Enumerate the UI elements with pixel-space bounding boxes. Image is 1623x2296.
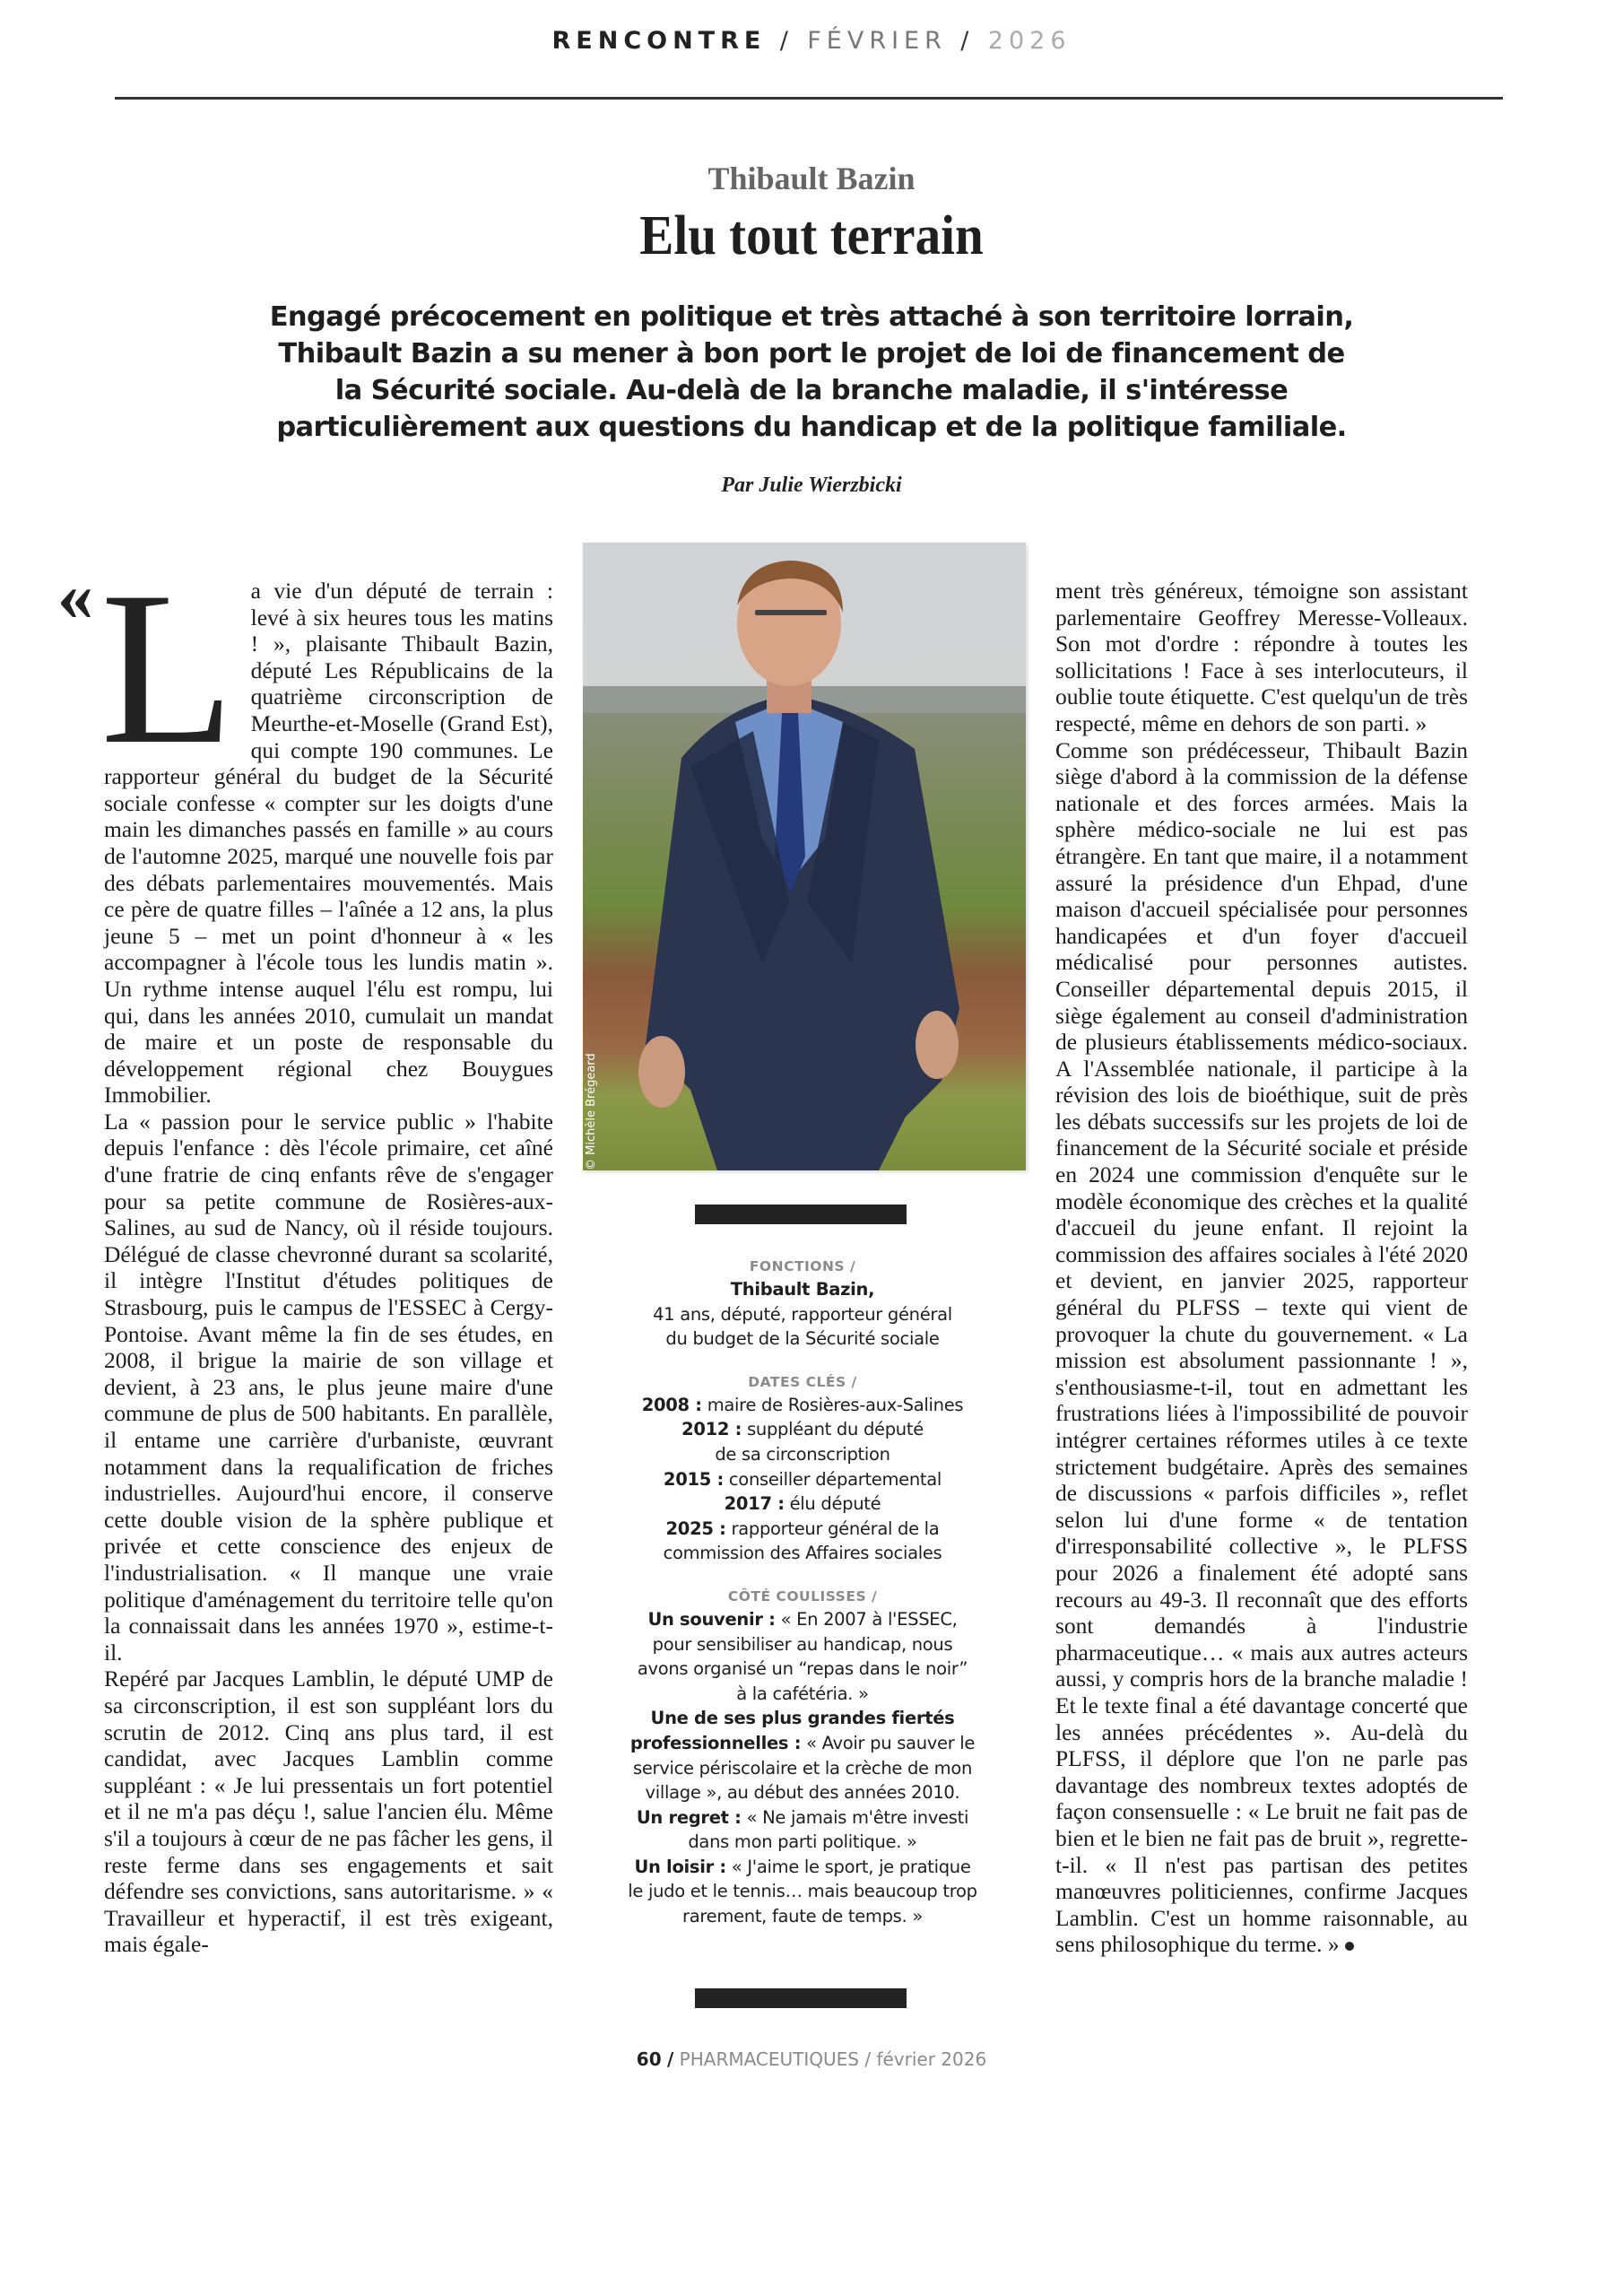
sidebar-top-bar xyxy=(695,1205,907,1224)
coulisses-text: à la cafétéria. » xyxy=(736,1683,869,1704)
subject-name: Thibault Bazin xyxy=(707,161,916,196)
date-entry xyxy=(592,1417,1013,1442)
standfirst: Engagé précocement en politique et très attaché à son territoire lorrain, Thibault Bazin a su mener à bon port le projet de loi de financement de la Sécurité sociale. Au-delà de la branche maladie, il s'intéresse particulièrement aux questions du handicap et de la politique familiale. xyxy=(269,301,1354,443)
paragraph: Repéré par Jacques Lamblin, le député UMP de sa circonscription, il est son suppléant lors du scrutin de 2012. Cinq ans plus tard, il est candidat, avec Jacques Lamblin comme suppléant : « Je lui pressentais un fort potentiel et il ne m'a pas déçu !, salue l'ancien élu. Même s'il a toujours à cœur de ne pas fâcher les gens, il reste ferme dans ses engagements et sait défendre ses convictions, sans autoritarisme. » « Travailleur et hyperactif, il est très exigeant, mais égale- xyxy=(104,1665,553,1958)
byline: Par Julie Wierzbicki xyxy=(721,474,902,497)
kicker-separator: / xyxy=(779,27,794,55)
date-year: 2008 : xyxy=(641,1394,702,1415)
article-column-left xyxy=(100,546,553,1958)
paragraph xyxy=(1055,737,1468,1958)
coulisses-text: pour sensibiliser au handicap, nous xyxy=(652,1633,953,1655)
page-footer xyxy=(0,2048,1623,2070)
date-text: rapporteur général de la xyxy=(731,1518,940,1539)
paragraph: La « passion pour le service public » l'habite depuis l'enfance : dès l'école primaire, cet aîné d'une fratrie de cinq enfants rêve de s'engager pour sa petite commune de Rosières-aux-Salines, au sud de Nancy, où il réside toujours. Délégué de classe chevronné durant sa scolarité, il intègre l'Institut d'études politiques de Strasbourg, puis le campus de l'ESSEC à Cergy-Pontoise. Avant même la fin de ses études, en 2008, il brigue la mairie de son village et devient, à 23 ans, le plus jeune maire d'une commune de plus de 500 habitants. En parallèle, il entame une carrière d'urbaniste, œuvrant notamment dans la requalification de friches industrielles. Aujourd'hui encore, il conserve cette double vision de la sphère publique et privée et cette conscience des enjeux de l'industrialisation. « Il manque une vraie politique d'aménagement du territoire telle qu'on la connaissait dans les années 1970 », estime-t-il. xyxy=(104,1108,553,1665)
fonctions-desc: 41 ans, député, rapporteur général xyxy=(653,1303,952,1325)
coulisses-lead: Un loisir : xyxy=(634,1856,726,1877)
paragraph: a vie d'un député de terrain : levé à six heures tous les matins ! », plaisante Thibault Bazin, député Les Républicains de la quatrième circonscription de Meurthe-et-Moselle (Grand Est), qui compte 190 communes. Le rapporteur général du budget de la Sécurité sociale confesse « compter sur les doigts d'une main les dimanches passés en famille » au cours de l'automne 2025, marqué une nouvelle fois par des débats parlementaires mouvementés. Mais ce père de quatre filles – l'aînée a 12 ans, la plus jeune 5 – met un point d'honneur à « les accompagner à l'école tous les lundis matin ». Un rythme intense auquel l'élu est rompu, lui qui, dans les années 2010, cumulait un mandat de maire et un poste de responsable du développement régional chez Bouygues Immobilier. xyxy=(104,578,553,1109)
section-label: RENCONTRE xyxy=(551,27,767,55)
month-label: FÉVRIER xyxy=(807,27,947,55)
date-entry xyxy=(592,1467,1013,1492)
date-text: maire de Rosières-aux-Salines xyxy=(707,1394,964,1415)
header-rule xyxy=(115,97,1503,100)
end-mark-icon xyxy=(1345,1942,1354,1951)
date-entry xyxy=(592,1517,1013,1542)
coulisses-text: dans mon parti politique. » xyxy=(688,1831,917,1853)
coulisses-text: avons organisé un “repas dans le noir” xyxy=(637,1658,968,1680)
paragraph-text: Comme son prédécesseur, Thibault Bazin siège d'abord à la commission de la défense nationale et des forces armées. Mais la sphère médico-sociale ne lui est pas étrangère. En tant que maire, il a notamment assuré la présidence d'un Ehpad, d'une maison d'accueil spécialisée pour personnes handicapées et d'un foyer d'accueil médicalisé pour personnes autistes. Conseiller départemental depuis 2015, il siège également au conseil d'administration de plusieurs établissements médico-sociaux. A l'Assemblée nationale, il participe à la révision des lois de bioéthique, suit de près les débats successifs sur les projets de loi de financement de la Sécurité sociale et préside en 2024 une commission d'enquête sur le modèle économique des crèches et la qualité d'accueil du jeune enfant. Il rejoint la commission des affaires sociales à l'été 2020 et devient, en janvier 2025, rapporteur général du PLFSS – texte qui vient de provoquer la chute du gouvernement. « La mission est absolument passionnante ! », s'enthousiasme-t-il, tout en admettant les frustrations liées à l'impossibilité de pouvoir intégrer certaines réformes utiles à ce texte strictement budgétaire. Après des semaines de discussions « parfois difficiles », reflet selon lui d'une forme « de tentation d'irresponsabilité collective », le PLFSS pour 2026 a finalement été adopté sans recours au 49-3. Il reconnaît que des efforts sont demandés à l'industrie pharmaceutique… « mais aux autres acteurs aussi, y compris hors de la branche maladie ! Et le texte final a été davantage concerté que les années précédentes ». Au-delà du PLFSS, il déplore que l'on ne parle pas davantage des nombreux textes adoptés de façon consensuelle : « Le bruit ne fait pas de bien et le bien ne fait pas de bruit », regrette-t-il. « Il n'est pas partisan des petites manœuvres politiciennes, confirme Jacques Lamblin. C'est un homme raisonnable, au sens philosophique du terme. » xyxy=(1055,736,1468,1958)
magazine-name: PHARMACEUTIQUES xyxy=(679,2048,859,2070)
portrait-illustration xyxy=(583,543,1026,1170)
year-label: 2026 xyxy=(987,27,1072,55)
fonctions-name: Thibault Bazin, xyxy=(730,1279,875,1300)
coulisses-lead: Un souvenir : xyxy=(647,1608,776,1630)
sidebar-bottom-bar xyxy=(695,1988,907,2008)
date-year: 2012 : xyxy=(681,1419,742,1440)
coulisses-entry xyxy=(592,1607,1013,1632)
date-text: suppléant du député xyxy=(747,1419,924,1440)
date-year: 2015 : xyxy=(663,1468,724,1490)
section-kicker xyxy=(0,27,1623,55)
fonctions-desc: du budget de la Sécurité sociale xyxy=(665,1328,940,1350)
article-column-right xyxy=(1055,578,1468,1958)
date-entry xyxy=(592,1492,1013,1517)
date-year: 2025 : xyxy=(665,1518,726,1539)
coulisses-text: « J'aime le sport, je pratique xyxy=(731,1856,971,1877)
coulisses-lead: Un regret : xyxy=(636,1806,742,1828)
coulisses-label: CÔTÉ COULISSES / xyxy=(727,1587,878,1605)
fonctions-label: FONCTIONS / xyxy=(749,1258,856,1274)
date-year: 2017 : xyxy=(724,1493,785,1515)
coulisses-text: village », au début des années 2010. xyxy=(645,1782,960,1804)
coulisses-lead: Une de ses plus grandes fiertés professionnelles : xyxy=(629,1708,955,1753)
coulisses-text: « Ne jamais m'être investi xyxy=(746,1806,969,1828)
coulisses-text: « En 2007 à l'ESSEC, xyxy=(780,1608,958,1630)
coulisses-entry xyxy=(592,1706,1013,1755)
coulisses-text: rarement, faute de temps. » xyxy=(682,1906,923,1927)
coulisses-text: « Avoir pu sauver le xyxy=(806,1732,976,1753)
photo-credit: © Michèle Brégeard xyxy=(585,1053,598,1170)
page-number: 60 xyxy=(636,2048,662,2070)
paragraph: ment très généreux, témoigne son assistant parlementaire Geoffrey Meresse-Volleaux. Son mot d'ordre : répondre à toutes les sollicitations ! Face à ses interlocuteurs, il oublie toute étiquette. C'est quelqu'un de très respecté, même en dehors de son parti. » xyxy=(1055,578,1468,736)
opening-quote-mark: « xyxy=(57,557,93,636)
coulisses-text: service périscolaire et la crèche de mon xyxy=(632,1757,973,1779)
footer-separator: / xyxy=(666,2048,674,2070)
date-text-cont: de sa circonscription xyxy=(715,1443,890,1465)
portrait-photo xyxy=(583,543,1026,1170)
date-text: conseiller départemental xyxy=(728,1468,942,1490)
headline: Elu tout terrain xyxy=(639,205,984,266)
drop-cap: L xyxy=(100,546,235,789)
fact-box xyxy=(592,1256,1013,1929)
coulisses-entry xyxy=(592,1855,1013,1880)
date-text-cont: commission des Affaires sociales xyxy=(663,1543,942,1564)
date-entry xyxy=(592,1393,1013,1418)
coulisses-entry xyxy=(592,1805,1013,1831)
coulisses-text: le judo et le tennis… mais beaucoup trop xyxy=(628,1881,977,1902)
kicker-separator: / xyxy=(960,27,975,55)
dates-label: DATES CLÉS / xyxy=(748,1373,857,1390)
date-text: élu député xyxy=(789,1493,881,1515)
issue-date: / février 2026 xyxy=(864,2048,987,2070)
